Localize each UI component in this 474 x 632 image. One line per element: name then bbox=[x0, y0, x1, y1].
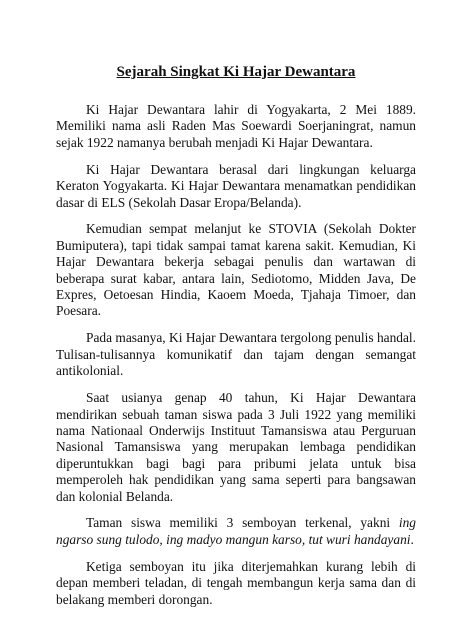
document-page bbox=[56, 62, 416, 618]
paragraph-1: Ki Hajar Dewantara lahir di Yogyakarta, 2 Mei 1889. Memiliki nama asli Raden Mas Soewardi Soerjaningrat, namun sejak 1922 namanya berubah menjadi Ki Hajar Dewantara. bbox=[56, 102, 416, 150]
paragraph-4: Pada masanya, Ki Hajar Dewantara tergolong penulis handal. Tulisan-tulisannya komunikatif dan tajam dengan semangat antikolonial. bbox=[56, 330, 416, 379]
paragraph-7: Ketiga semboyan itu jika diterjemahkan kurang lebih di depan memberi teladan, di tengah membangun kerja sama dan di belakang memberi dorongan. bbox=[56, 558, 416, 607]
paragraph-3: Kemudian sempat melanjut ke STOVIA (Sekolah Dokter Bumiputera), tapi tidak sampai tamat karena sakit. Kemudian, Ki Hajar Dewantara bekerja sebagai penulis dan wartawan di beberapa surat kabar, antara lain, Sediotomo, Midden Java, De Expres, Oetoesan Hindia, Kaoem Moeda, Tjahaja Timoer, dan Poesara. bbox=[56, 221, 416, 319]
paragraph-6-text-before: Taman siswa memiliki 3 semboyan terkenal, yakni bbox=[86, 515, 399, 531]
document-title: Sejarah Singkat Ki Hajar Dewantara bbox=[116, 64, 356, 80]
paragraph-5: Saat usianya genap 40 tahun, Ki Hajar Dewantara mendirikan sebuah taman siswa pada 3 Juli 1922 yang memiliki nama Nationaal Onderwijs Instituut Tamansiswa atau Perguruan Nasional Tamansiswa yang merupakan lembaga pendidikan diperuntukkan bagi bagi para pribumi jelata untuk bisa memperoleh hak pendidikan yang sama seperti para bangsawan dan kolonial Belanda. bbox=[56, 390, 416, 504]
paragraph-2: Ki Hajar Dewantara berasal dari lingkungan keluarga Keraton Yogyakarta. Ki Hajar Dewantara menamatkan pendidikan dasar di ELS (Sekolah Dasar Eropa/Belanda). bbox=[56, 161, 416, 210]
paragraph-6 bbox=[56, 515, 416, 548]
motto-text: ing ngarso sung tulodo, ing madyo mangun karso, tut wuri handayani bbox=[56, 515, 416, 547]
paragraph-6-text-after: . bbox=[410, 531, 414, 547]
